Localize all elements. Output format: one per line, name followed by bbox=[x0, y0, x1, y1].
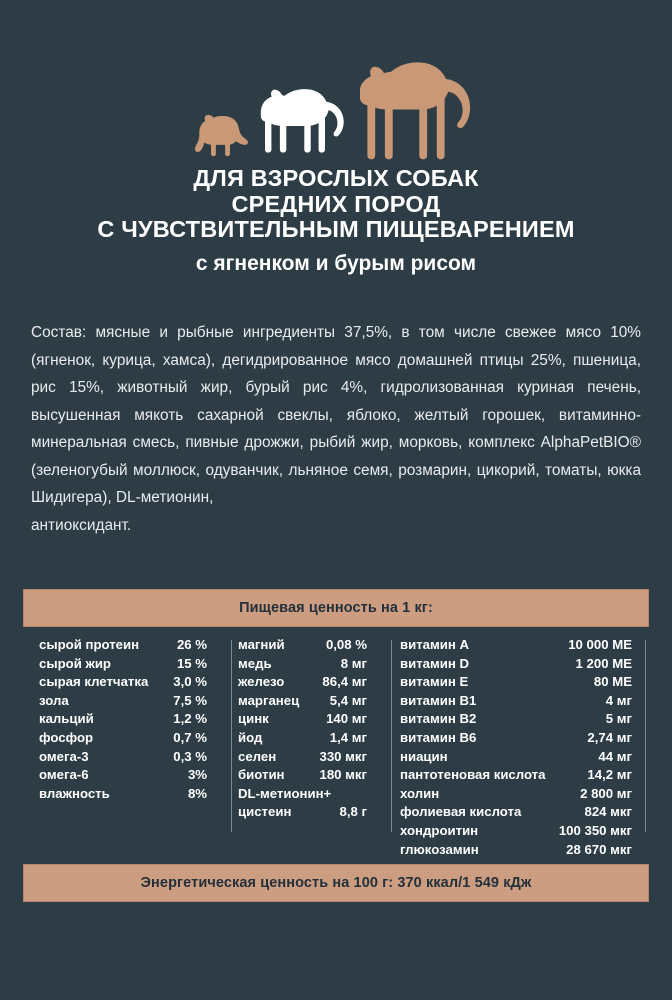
nutrient-value: 7,5 % bbox=[173, 692, 207, 708]
nutrient-value: 180 мкг bbox=[319, 767, 367, 783]
nutrient-name: хондроитин bbox=[400, 822, 479, 838]
nutrient-name: биотин bbox=[238, 767, 285, 783]
nutrient-value: 2 800 мг bbox=[580, 785, 632, 801]
nutrient-value: 1,2 % bbox=[173, 711, 207, 727]
nutrition-row bbox=[39, 636, 207, 655]
nutrient-value: 80 МЕ bbox=[593, 674, 632, 690]
composition-paragraph bbox=[31, 319, 641, 539]
nutrition-row bbox=[39, 748, 207, 767]
nutrition-row bbox=[400, 729, 632, 748]
nutrition-column-3 bbox=[383, 636, 649, 857]
nutrient-value: 28 670 мкг bbox=[566, 841, 632, 857]
nutrition-row bbox=[238, 748, 367, 767]
nutrition-row bbox=[238, 803, 367, 822]
column-divider bbox=[391, 640, 392, 832]
nutrient-name: глюкозамин bbox=[400, 841, 479, 857]
nutrient-value: 1,4 мг bbox=[329, 729, 367, 745]
nutrient-name: йод bbox=[238, 729, 263, 745]
nutrient-name: пантотеновая кислота bbox=[400, 767, 546, 783]
nutrition-header-bar bbox=[23, 589, 649, 627]
nutrient-value: 4 мг bbox=[605, 692, 632, 708]
nutrient-name: витамин A bbox=[400, 637, 470, 652]
dog-silhouettes-group bbox=[0, 58, 672, 163]
nutrient-value: 5 мг bbox=[605, 711, 632, 727]
nutrition-row bbox=[400, 710, 632, 729]
nutrition-row bbox=[238, 655, 367, 674]
nutrient-name: сырой жир bbox=[39, 655, 111, 671]
nutrient-value: 1 200 МЕ bbox=[575, 655, 632, 671]
nutrient-name: сырая клетчатка bbox=[39, 674, 149, 690]
nutrient-value: 330 мкг bbox=[319, 748, 367, 764]
nutrition-row bbox=[238, 692, 367, 711]
energy-value-bar bbox=[23, 864, 649, 902]
nutrition-row bbox=[400, 785, 632, 804]
nutrient-name: цистеин bbox=[238, 804, 292, 820]
nutrient-name: марганец bbox=[238, 692, 300, 708]
nutrition-row bbox=[400, 673, 632, 692]
nutrient-name: фолиевая кислота bbox=[400, 804, 522, 820]
nutrient-value: 5,4 мг bbox=[329, 692, 367, 708]
nutrition-column-2 bbox=[221, 636, 383, 848]
nutrition-row bbox=[39, 673, 207, 692]
column-divider bbox=[231, 640, 232, 832]
nutrition-row bbox=[39, 729, 207, 748]
composition-last-line: антиоксидант. bbox=[31, 516, 132, 534]
nutrition-row bbox=[400, 748, 632, 767]
nutrition-row bbox=[238, 673, 367, 692]
nutrition-row bbox=[400, 692, 632, 711]
nutrient-name: витамин B2 bbox=[400, 711, 477, 727]
nutrient-value: 14,2 мг bbox=[587, 767, 632, 783]
nutrient-name: омега-6 bbox=[39, 767, 89, 783]
nutrition-row bbox=[400, 803, 632, 822]
dog-medium-silhouette-icon bbox=[260, 81, 352, 163]
nutrition-row bbox=[400, 766, 632, 785]
headline-line-2: СРЕДНИХ ПОРОД bbox=[231, 190, 441, 217]
nutrient-name: DL-метионин+ bbox=[238, 785, 332, 801]
nutrient-value: 8 мг bbox=[340, 655, 367, 671]
nutrition-table bbox=[23, 636, 649, 857]
nutrition-row bbox=[400, 822, 632, 841]
nutrition-row bbox=[39, 655, 207, 674]
nutrient-name: магний bbox=[238, 637, 285, 652]
nutrient-value: 2,74 мг bbox=[587, 729, 632, 745]
nutrient-name: железо bbox=[238, 674, 285, 690]
nutrition-header-label: Пищевая ценность на 1 кг: bbox=[239, 600, 433, 616]
nutrient-value: 86,4 мг bbox=[322, 674, 367, 690]
dog-small-silhouette-icon bbox=[194, 108, 252, 163]
nutrient-name: селен bbox=[238, 748, 277, 764]
nutrient-value: 26 % bbox=[176, 637, 207, 652]
nutrition-column-1 bbox=[23, 636, 221, 848]
nutrition-row bbox=[238, 710, 367, 729]
nutrient-name: сырой протеин bbox=[39, 637, 140, 652]
nutrient-value: 140 мг bbox=[326, 711, 367, 727]
nutrient-name: холин bbox=[400, 785, 440, 801]
nutrient-name: витамин B1 bbox=[400, 692, 477, 708]
nutrition-row bbox=[39, 692, 207, 711]
nutrient-value: 3% bbox=[187, 767, 207, 783]
nutrient-name: витамин D bbox=[400, 655, 470, 671]
nutrient-value: 15 % bbox=[176, 655, 207, 671]
nutrient-name: омега-3 bbox=[39, 748, 89, 764]
nutrient-value: 100 350 мкг bbox=[558, 822, 632, 838]
nutrition-row bbox=[400, 841, 632, 860]
nutrient-name: витамин E bbox=[400, 674, 469, 690]
composition-text: Состав: мясные и рыбные ингредиенты 37,5%, в том числе свежее мясо 10% (ягненок, курица, хамса), дегидрированное мясо домашней птицы 25%, пшеница, рис 15%, животный жир, бурый рис 4%, гидролизованная куриная печень, высушенная мякоть сахарной свеклы, яблоко, желтый горошек, витаминно-минеральная смесь, пивные дрожжи, рыбий жир, морковь, комплекс AlphaPetBIO® (зеленогубый моллюск, одуванчик, льняное семя, розмарин, цикорий, томаты, юкка Шидигера), DL-метионин, bbox=[31, 324, 641, 506]
nutrient-name: витамин B6 bbox=[400, 729, 477, 745]
headline-subtitle: с ягненком и бурым рисом bbox=[195, 251, 477, 275]
nutrient-value: 0,7 % bbox=[173, 729, 207, 745]
nutrient-value: 0,3 % bbox=[173, 748, 207, 764]
nutrition-row bbox=[39, 710, 207, 729]
nutrient-name: влажность bbox=[39, 785, 110, 801]
nutrient-value: 8,8 г bbox=[339, 804, 367, 820]
dog-large-silhouette-icon bbox=[360, 59, 478, 163]
nutrition-row bbox=[238, 766, 367, 785]
nutrient-value: 0,08 % bbox=[325, 637, 367, 652]
page-title bbox=[0, 166, 672, 279]
nutrition-row bbox=[238, 636, 367, 655]
nutrient-value: 44 мг bbox=[598, 748, 632, 764]
column-divider bbox=[645, 640, 646, 832]
nutrition-row bbox=[39, 785, 207, 804]
nutrient-value: 3,0 % bbox=[173, 674, 207, 690]
nutrient-name: зола bbox=[39, 692, 69, 708]
nutrition-row bbox=[39, 766, 207, 785]
nutrient-name: ниацин bbox=[400, 748, 448, 764]
nutrition-row bbox=[238, 729, 367, 748]
nutrient-value: 8% bbox=[187, 785, 207, 801]
nutrient-value: 10 000 МЕ bbox=[568, 637, 632, 652]
nutrition-row bbox=[400, 636, 632, 655]
nutrient-name: медь bbox=[238, 655, 272, 671]
nutrient-value: 824 мкг bbox=[584, 804, 632, 820]
headline-line-1: ДЛЯ ВЗРОСЛЫХ СОБАК bbox=[193, 165, 479, 191]
nutrition-row bbox=[400, 655, 632, 674]
nutrient-name: цинк bbox=[238, 711, 269, 727]
nutrient-name: фосфор bbox=[39, 729, 94, 745]
headline-line-3: С ЧУВСТВИТЕЛЬНЫМ ПИЩЕВАРЕНИЕМ bbox=[97, 216, 575, 242]
energy-value-label: Энергетическая ценность на 100 г: 370 ккал/1 549 кДж bbox=[140, 875, 532, 891]
nutrient-name: кальций bbox=[39, 711, 94, 727]
nutrition-row bbox=[238, 785, 367, 804]
